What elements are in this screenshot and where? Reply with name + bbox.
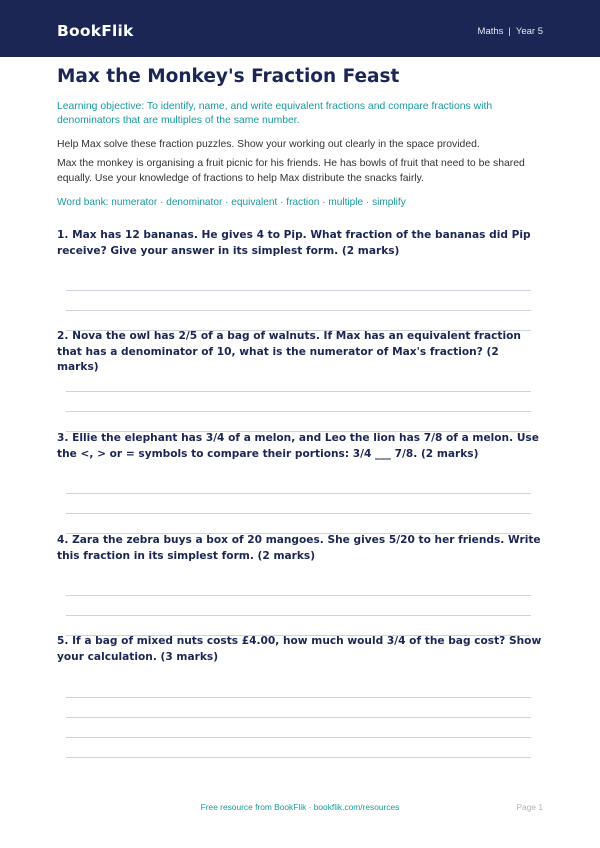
question-2: 2. Nova the owl has 2/5 of a bag of walnuts. If Max has an equivalent fraction that has a denominator of 10, what is the numerator of Max's fraction? (2 marks): [57, 330, 521, 373]
answer-line[interactable]: [66, 493, 531, 494]
subject-year-label: [478, 26, 543, 38]
answer-line[interactable]: [66, 757, 531, 758]
worksheet-title: Max the Monkey's Fraction Feast: [57, 66, 400, 87]
intro-instructions: Help Max solve these fraction puzzles. Show your working out clearly in the space provided.: [57, 139, 480, 150]
answer-line[interactable]: [66, 595, 531, 596]
header-bar: [0, 0, 600, 57]
answer-line[interactable]: [66, 513, 531, 514]
learning-objective: Learning objective: To identify, name, and write equivalent fractions and compare fractions with denominators that are multiples of the same number.: [57, 101, 493, 126]
answer-line[interactable]: [66, 310, 531, 311]
brand-logo-text[interactable]: BookFlik: [57, 22, 134, 40]
subject-label: Maths: [477, 26, 504, 37]
question-4: 4. Zara the zebra buys a box of 20 mangoes. She gives 5/20 to her friends. Write this fraction in its simplest form. (2 marks): [57, 534, 541, 562]
answer-line[interactable]: [66, 411, 531, 412]
answer-line[interactable]: [66, 290, 531, 291]
question-5: 5. If a bag of mixed nuts costs £4.00, how much would 3/4 of the bag cost? Show your calculation. (3 marks): [57, 635, 542, 663]
story-paragraph: Max the monkey is organising a fruit picnic for his friends. He has bowls of fruit that need to be shared equally. Use your knowledge of fractions to help Max distribute the snacks fairly.: [57, 158, 525, 184]
page-number: Page 1: [516, 802, 543, 812]
answer-line[interactable]: [66, 737, 531, 738]
year-label: Year 5: [515, 26, 543, 37]
word-bank: Word bank: numerator · denominator · equivalent · fraction · multiple · simplify: [57, 197, 406, 208]
question-3: 3. Ellie the elephant has 3/4 of a melon, and Leo the lion has 7/8 of a melon. Use the <, > or = symbols to compare their portions: 3/4 ___ 7/8. (2 marks): [57, 432, 539, 460]
answer-line[interactable]: [66, 391, 531, 392]
footer-credit[interactable]: Free resource from BookFlik · bookflik.com/resources: [200, 802, 400, 812]
meta-separator: |: [508, 26, 511, 37]
answer-line[interactable]: [66, 717, 531, 718]
answer-line[interactable]: [66, 615, 531, 616]
answer-line[interactable]: [66, 697, 531, 698]
question-1: 1. Max has 12 bananas. He gives 4 to Pip. What fraction of the bananas did Pip receive? Give your answer in its simplest form. (2 marks): [57, 229, 531, 257]
